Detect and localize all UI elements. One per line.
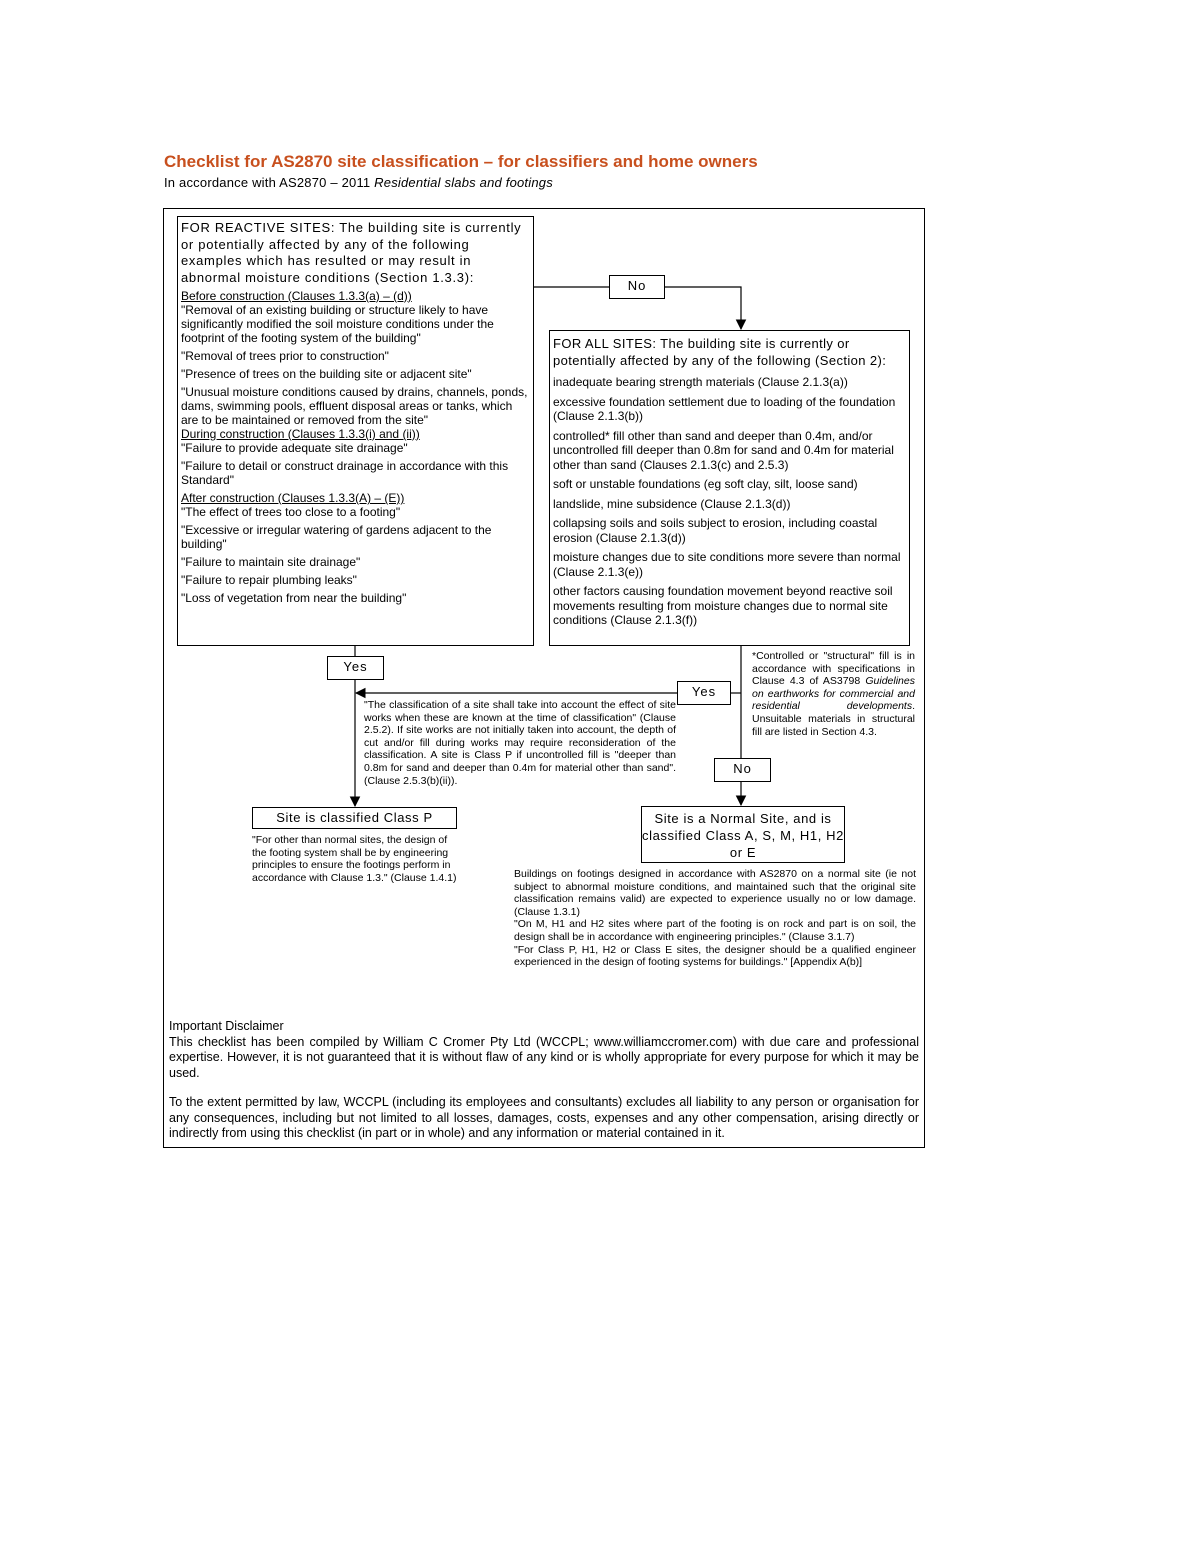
reactive-heading: FOR REACTIVE SITES: The building site is currently or potentially affected by any of the following examples which has resulted or may result in abnormal moisture conditions (Section 1.3.3):	[181, 220, 522, 285]
all-sites-box	[549, 330, 910, 646]
all-sites-item: inadequate bearing strength materials (Clause 2.1.3(a))	[553, 375, 848, 389]
disclaimer-para-2: To the extent permitted by law, WCCPL (including its employees and consultants) excludes all liability to any person or organisation for any consequences, including but not limited to all losses, damages, costs, expenses and any other compensation, arising directly or indirectly from using this checklist (in part or in whole) and any information or material contained in it.	[169, 1095, 919, 1140]
decision-no-top: No	[609, 275, 665, 299]
all-sites-heading: FOR ALL SITES: The building site is currently or potentially affected by any of the following (Section 2):	[553, 336, 887, 368]
all-sites-item: landslide, mine subsidence (Clause 2.1.3(d))	[553, 496, 791, 511]
connector-no-to-allsites	[665, 287, 741, 329]
normal-site-notes	[514, 868, 916, 969]
disclaimer	[169, 1019, 919, 1142]
fill-note-text: *Controlled or "structural" fill is in accordance with specifications in Clause 4.3 of AS3798	[752, 650, 915, 688]
normal-site-note: "On M, H1 and H2 sites where part of the footing is on rock and part is on soil, the design shall be in accordance with engineering principles." (Clause 3.1.7)	[514, 918, 916, 943]
fill-note-text-end: . Unsuitable materials in structural fill are listed in Section 4.3.	[752, 700, 915, 738]
fill-note-guideline: Guidelines on earthworks for commercial and residential developments	[752, 675, 915, 713]
all-sites-item: moisture changes due to site conditions more severe than normal (Clause 2.1.3(e))	[553, 550, 901, 579]
before-item: "Unusual moisture conditions caused by drains, channels, ponds, dams, swimming pools, effluent disposal areas or tanks, which are to be maintained or removed from the site"	[181, 385, 528, 427]
after-construction-heading: After construction (Clauses 1.3.3(A) – (E))	[181, 491, 405, 505]
all-sites-item: soft or unstable foundations (eg soft clay, silt, loose sand)	[553, 477, 858, 491]
decision-yes-left: Yes	[327, 656, 384, 680]
all-sites-item: other factors causing foundation movement beyond reactive soil movements resulting from moisture changes due to normal site conditions (Clause 2.1.3(f))	[553, 584, 893, 627]
decision-yes-right: Yes	[677, 681, 731, 705]
after-item: "Failure to repair plumbing leaks"	[181, 573, 357, 587]
during-item: "Failure to provide adequate site drainage"	[181, 441, 408, 455]
before-item: "Removal of an existing building or structure likely to have significantly modified the soil moisture conditions under the footprint of the footing system of the building"	[181, 303, 494, 345]
normal-site-box: Site is a Normal Site, and is classified Class A, S, M, H1, H2 or E	[641, 806, 845, 863]
site-works-note: "The classification of a site shall take into account the effect of site works when these are known at the time of classification" (Clause 2.5.2). If site works are not initially taken into account, the depth of cut and/or fill during works may require reconsideration of the classification. A site is Class P if uncontrolled fill is "deeper than 0.8m for sand and deeper than 0.4m for material other than sand". (Clause 2.5.3(b)(ii)).	[364, 699, 676, 787]
class-p-box: Site is classified Class P	[252, 807, 457, 829]
disclaimer-para-1: This checklist has been compiled by William C Cromer Pty Ltd (WCCPL; www.williamccromer.com) with due care and professional expertise. However, it is not guaranteed that it is without flaw of any kind or is wholly appropriate for every purpose for which it may be used.	[169, 1034, 919, 1080]
before-construction-heading: Before construction (Clauses 1.3.3(a) – (d))	[181, 289, 412, 303]
during-construction-heading: During construction (Clauses 1.3.3(i) and (ii))	[181, 427, 420, 441]
all-sites-item: controlled* fill other than sand and deeper than 0.4m, and/or uncontrolled fill deeper than 0.8m for sand and 0.4m for material other than sand (Clauses 2.1.3(c) and 2.5.3)	[553, 428, 894, 472]
before-item: "Presence of trees on the building site or adjacent site"	[181, 367, 472, 381]
normal-site-note: Buildings on footings designed in accordance with AS2870 on a normal site (ie not subject to abnormal moisture conditions, and maintained such that the original site classification remains valid) are expected to experience usually no or low damage. (Clause 1.3.1)	[514, 868, 916, 918]
disclaimer-heading: Important Disclaimer	[169, 1019, 284, 1033]
class-p-note: "For other than normal sites, the design of the footing system shall be by engineering principles to ensure the footings perform in accordance with Clause 1.3." (Clause 1.4.1)	[252, 834, 457, 884]
all-sites-item: excessive foundation settlement due to loading of the foundation (Clause 2.1.3(b))	[553, 394, 896, 423]
after-item: "Excessive or irregular watering of gardens adjacent to the building"	[181, 523, 492, 551]
reactive-sites-box	[177, 216, 534, 646]
subtitle-standard-name: Residential slabs and footings	[374, 175, 553, 190]
after-item: "The effect of trees too close to a footing"	[181, 505, 401, 519]
during-item: "Failure to detail or construct drainage in accordance with this Standard"	[181, 459, 509, 487]
normal-site-note: "For Class P, H1, H2 or Class E sites, the designer should be a qualified engineer experienced in the design of footing systems for buildings." [Appendix A(b)]	[514, 943, 916, 969]
page-title: Checklist for AS2870 site classification – for classifiers and home owners	[164, 152, 758, 171]
subtitle-text: In accordance with AS2870 – 2011	[164, 175, 375, 190]
before-item: "Removal of trees prior to construction"	[181, 349, 389, 363]
controlled-fill-note	[752, 650, 915, 738]
decision-no-right: No	[714, 758, 771, 782]
after-item: "Loss of vegetation from near the building"	[181, 591, 407, 605]
after-item: "Failure to maintain site drainage"	[181, 555, 361, 569]
all-sites-item: collapsing soils and soils subject to erosion, including coastal erosion (Clause 2.1.3(d))	[553, 516, 878, 545]
